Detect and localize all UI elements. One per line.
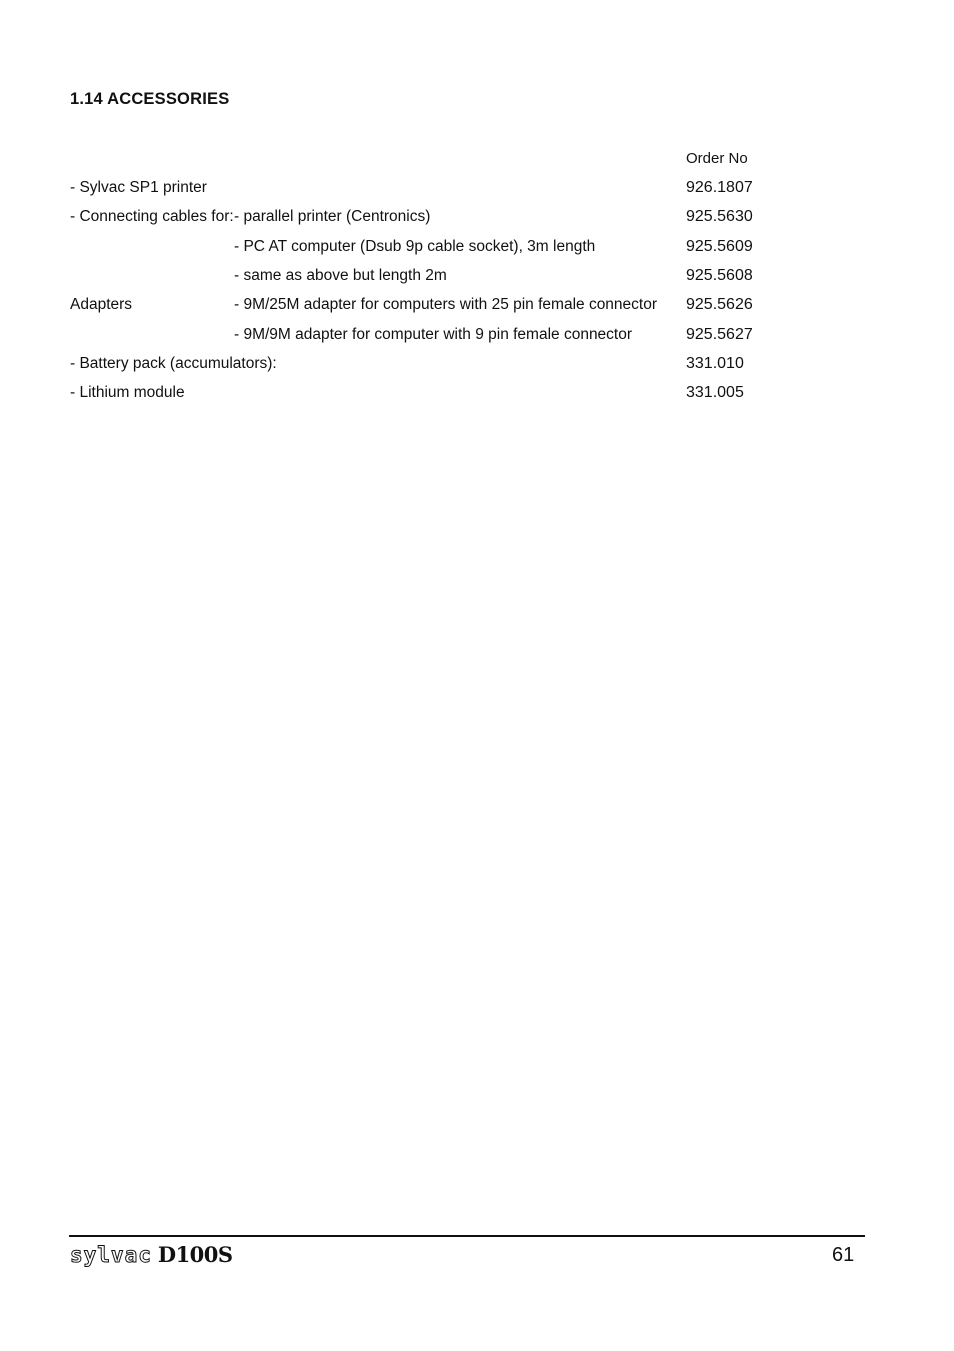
row-detail: - PC AT computer (Dsub 9p cable socket), 3m length [234, 238, 596, 255]
page-number: 61 [832, 1244, 855, 1266]
table-row [0, 208, 954, 232]
order-number: 331.010 [686, 355, 744, 372]
row-detail: - 9M/9M adapter for computer with 9 pin female connector [234, 326, 633, 343]
row-label: - Lithium module [70, 384, 185, 401]
row-label: - Sylvac SP1 printer [70, 179, 207, 196]
table-row [0, 179, 954, 203]
order-number: 925.5626 [686, 296, 753, 313]
order-number: 925.5609 [686, 238, 753, 255]
order-number-header: Order No [686, 150, 748, 167]
order-number: 925.5627 [686, 326, 753, 343]
row-label: Adapters [70, 296, 133, 313]
order-number: 926.1807 [686, 179, 753, 196]
order-number: 331.005 [686, 384, 744, 401]
table-row [0, 326, 954, 350]
table-row [0, 267, 954, 291]
row-label: - Connecting cables for: [70, 208, 234, 225]
row-detail: - 9M/25M adapter for computers with 25 pin female connector [234, 296, 658, 313]
table-row [0, 384, 954, 408]
section-title: 1.14 ACCESSORIES [70, 90, 230, 108]
order-number: 925.5630 [686, 208, 753, 225]
table-row [0, 355, 954, 379]
row-detail: - same as above but length 2m [234, 267, 447, 284]
footer-divider [69, 1235, 865, 1237]
order-number: 925.5608 [686, 267, 753, 284]
row-detail: - parallel printer (Centronics) [234, 208, 431, 225]
footer-brand-logo [70, 1242, 233, 1268]
table-row [0, 238, 954, 262]
brand-name: sylvac [70, 1243, 152, 1267]
row-label: - Battery pack (accumulators): [70, 355, 277, 372]
brand-model: D100S [157, 1242, 233, 1267]
table-row [0, 296, 954, 320]
